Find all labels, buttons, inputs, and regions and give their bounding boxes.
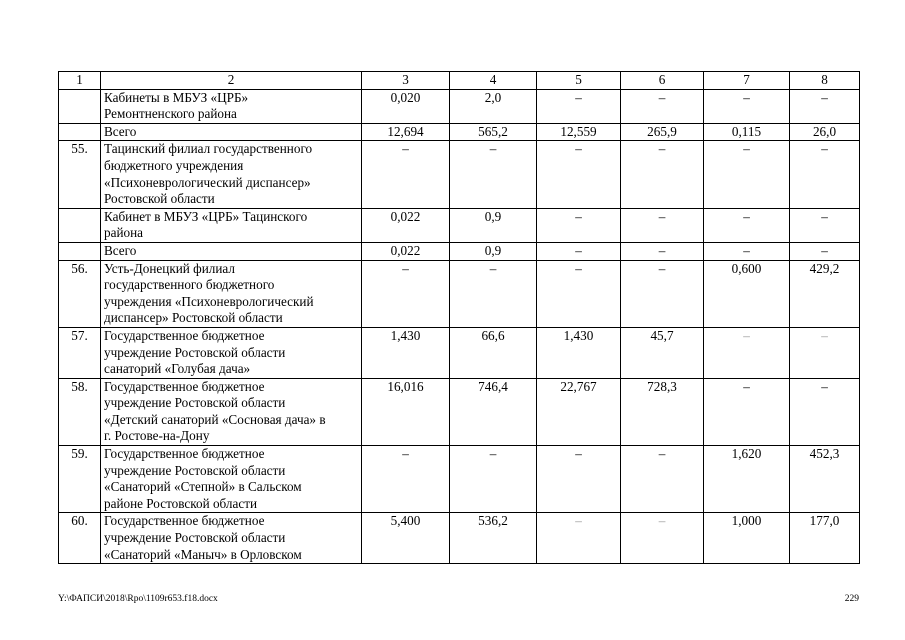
name-line: Государственное бюджетное xyxy=(104,446,265,462)
name-line: «Психоневрологический диспансер» xyxy=(104,174,311,190)
institution-name xyxy=(101,378,362,445)
table-row xyxy=(59,242,860,260)
value-cell: – xyxy=(704,89,790,123)
value-cell: – xyxy=(790,327,860,378)
name-line: учреждение Ростовской области xyxy=(104,530,286,546)
value-cell: 12,559 xyxy=(537,123,621,141)
institution-name xyxy=(101,141,362,208)
column-header: 5 xyxy=(537,72,621,90)
value-cell: – xyxy=(537,242,621,260)
name-line: г. Ростове-на-Дону xyxy=(104,428,210,444)
row-number: 58. xyxy=(59,378,101,445)
value-cell: – xyxy=(362,260,450,327)
value-cell: – xyxy=(537,89,621,123)
value-cell: 1,000 xyxy=(704,513,790,564)
data-table xyxy=(58,71,860,564)
row-number xyxy=(59,242,101,260)
column-header: 2 xyxy=(101,72,362,90)
name-line: учреждение Ростовской области xyxy=(104,395,286,411)
value-cell: – xyxy=(537,260,621,327)
value-cell: – xyxy=(537,141,621,208)
value-cell: – xyxy=(790,141,860,208)
value-cell: – xyxy=(450,446,537,513)
value-cell: 177,0 xyxy=(790,513,860,564)
value-cell: 0,022 xyxy=(362,242,450,260)
value-cell: 429,2 xyxy=(790,260,860,327)
name-line: Всего xyxy=(104,123,137,139)
value-cell: 22,767 xyxy=(537,378,621,445)
value-cell: – xyxy=(704,378,790,445)
value-cell: 728,3 xyxy=(621,378,704,445)
value-cell: 565,2 xyxy=(450,123,537,141)
name-line: бюджетного учреждения xyxy=(104,157,244,173)
value-cell: 45,7 xyxy=(621,327,704,378)
table-row xyxy=(59,327,860,378)
value-cell: – xyxy=(621,208,704,242)
value-cell: 1,620 xyxy=(704,446,790,513)
row-number xyxy=(59,208,101,242)
value-cell: – xyxy=(790,208,860,242)
name-line: учреждение Ростовской области xyxy=(104,344,286,360)
name-line: Государственное бюджетное xyxy=(104,327,265,343)
value-cell: – xyxy=(704,327,790,378)
name-line: Тацинский филиал государственного xyxy=(104,141,313,157)
value-cell: 1,430 xyxy=(362,327,450,378)
value-cell: 2,0 xyxy=(450,89,537,123)
row-number: 55. xyxy=(59,141,101,208)
value-cell: – xyxy=(621,260,704,327)
name-line: Государственное бюджетное xyxy=(104,513,265,529)
row-number: 59. xyxy=(59,446,101,513)
value-cell: – xyxy=(790,378,860,445)
table-row xyxy=(59,260,860,327)
row-number: 57. xyxy=(59,327,101,378)
name-line: санаторий «Голубая дача» xyxy=(104,361,251,377)
institution-name xyxy=(101,208,362,242)
name-line: государственного бюджетного xyxy=(104,277,275,293)
name-line: Всего xyxy=(104,242,137,258)
institution-name xyxy=(101,513,362,564)
value-cell: 1,430 xyxy=(537,327,621,378)
value-cell: 16,016 xyxy=(362,378,450,445)
name-line: Ремонтненского района xyxy=(104,106,237,122)
institution-name xyxy=(101,123,362,141)
value-cell: 26,0 xyxy=(790,123,860,141)
value-cell: – xyxy=(450,260,537,327)
name-line: районе Ростовской области xyxy=(104,495,258,511)
name-line: Государственное бюджетное xyxy=(104,378,265,394)
value-cell: – xyxy=(621,242,704,260)
table-row xyxy=(59,141,860,208)
value-cell: 0,9 xyxy=(450,242,537,260)
column-header: 7 xyxy=(704,72,790,90)
institution-name xyxy=(101,446,362,513)
value-cell: – xyxy=(790,89,860,123)
value-cell: – xyxy=(621,513,704,564)
value-cell: – xyxy=(537,513,621,564)
institution-name xyxy=(101,327,362,378)
page-number: 229 xyxy=(844,594,859,604)
name-line: «Детский санаторий «Сосновая дача» в xyxy=(104,411,326,427)
value-cell: – xyxy=(704,242,790,260)
value-cell: 12,694 xyxy=(362,123,450,141)
value-cell: 0,115 xyxy=(704,123,790,141)
column-header: 1 xyxy=(59,72,101,90)
value-cell: 0,020 xyxy=(362,89,450,123)
column-header: 8 xyxy=(790,72,860,90)
table-body xyxy=(59,72,860,564)
value-cell: 536,2 xyxy=(450,513,537,564)
value-cell: – xyxy=(537,208,621,242)
table-row xyxy=(59,446,860,513)
value-cell: 66,6 xyxy=(450,327,537,378)
value-cell: 0,022 xyxy=(362,208,450,242)
name-line: диспансер» Ростовской области xyxy=(104,310,283,326)
column-header: 6 xyxy=(621,72,704,90)
name-line: Ростовской области xyxy=(104,191,215,207)
value-cell: – xyxy=(704,141,790,208)
footer-file-path: Y:\ФАПСИ\2018\Rpo\1109r653.f18.docx xyxy=(58,594,218,604)
table-row xyxy=(59,513,860,564)
value-cell: 452,3 xyxy=(790,446,860,513)
name-line: «Санаторий «Степной» в Сальском xyxy=(104,479,302,495)
column-header: 4 xyxy=(450,72,537,90)
value-cell: 265,9 xyxy=(621,123,704,141)
header-row xyxy=(59,72,860,90)
name-line: «Санаторий «Маныч» в Орловском xyxy=(104,546,302,562)
table-row xyxy=(59,378,860,445)
value-cell: 0,9 xyxy=(450,208,537,242)
value-cell: – xyxy=(362,446,450,513)
institution-name xyxy=(101,89,362,123)
value-cell: 0,600 xyxy=(704,260,790,327)
name-line: Кабинеты в МБУЗ «ЦРБ» xyxy=(104,89,249,105)
institution-name xyxy=(101,260,362,327)
name-line: учреждение Ростовской области xyxy=(104,462,286,478)
value-cell: – xyxy=(537,446,621,513)
name-line: Усть-Донецкий филиал xyxy=(104,260,235,276)
value-cell: – xyxy=(621,446,704,513)
row-number: 60. xyxy=(59,513,101,564)
value-cell: – xyxy=(621,89,704,123)
table-row xyxy=(59,208,860,242)
row-number xyxy=(59,123,101,141)
row-number: 56. xyxy=(59,260,101,327)
value-cell: 5,400 xyxy=(362,513,450,564)
name-line: района xyxy=(104,225,144,241)
name-line: учреждения «Психоневрологический xyxy=(104,293,314,309)
table-row xyxy=(59,123,860,141)
row-number xyxy=(59,89,101,123)
name-line: Кабинет в МБУЗ «ЦРБ» Тацинского xyxy=(104,208,308,224)
institution-name xyxy=(101,242,362,260)
value-cell: – xyxy=(450,141,537,208)
value-cell: – xyxy=(621,141,704,208)
column-header: 3 xyxy=(362,72,450,90)
value-cell: 746,4 xyxy=(450,378,537,445)
value-cell: – xyxy=(790,242,860,260)
table-row xyxy=(59,89,860,123)
value-cell: – xyxy=(704,208,790,242)
value-cell: – xyxy=(362,141,450,208)
